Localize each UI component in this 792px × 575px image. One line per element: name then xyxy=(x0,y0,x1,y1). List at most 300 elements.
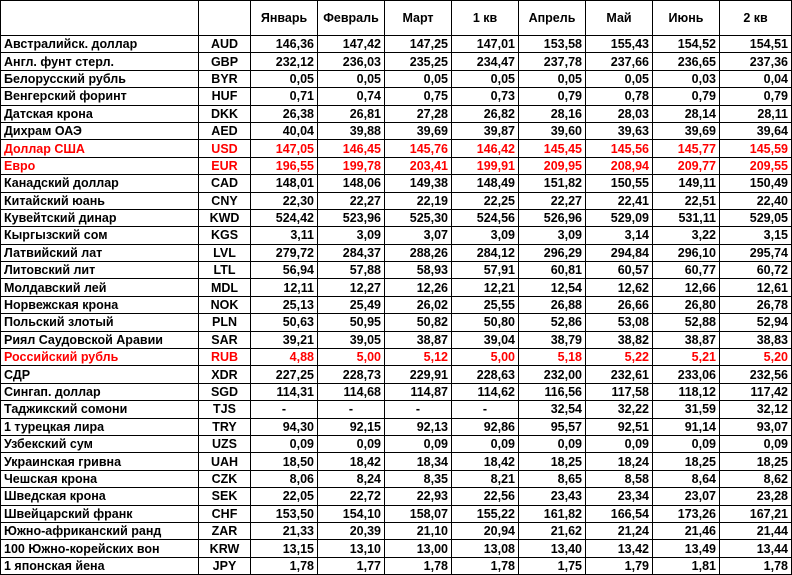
rate-cell: 26,02 xyxy=(385,296,452,313)
rate-cell: 296,29 xyxy=(519,244,586,261)
currency-code: CAD xyxy=(199,175,251,192)
rate-cell: 0,75 xyxy=(385,88,452,105)
rate-cell: 28,14 xyxy=(653,105,720,122)
rate-cell: 28,16 xyxy=(519,105,586,122)
currency-name: Белорусский рубль xyxy=(1,70,199,87)
rate-cell: 39,88 xyxy=(318,122,385,139)
rate-cell: 18,42 xyxy=(452,453,519,470)
rate-cell: 0,05 xyxy=(318,70,385,87)
rate-cell: 294,84 xyxy=(586,244,653,261)
rate-cell: 5,00 xyxy=(318,349,385,366)
rate-cell: 21,24 xyxy=(586,522,653,539)
rate-cell: 208,94 xyxy=(586,157,653,174)
currency-name: Сингап. доллар xyxy=(1,383,199,400)
currency-name: Таджикский сомони xyxy=(1,401,199,418)
rate-cell: 21,44 xyxy=(720,522,792,539)
rate-cell: 5,21 xyxy=(653,349,720,366)
table-row xyxy=(1,418,792,435)
rate-cell: 149,38 xyxy=(385,175,452,192)
rate-cell: 145,77 xyxy=(653,140,720,157)
rate-cell: 232,00 xyxy=(519,366,586,383)
rate-cell: 20,39 xyxy=(318,522,385,539)
table-row xyxy=(1,331,792,348)
rate-cell: 22,27 xyxy=(519,192,586,209)
rate-cell: 236,65 xyxy=(653,53,720,70)
currency-code: USD xyxy=(199,140,251,157)
currency-code: PLN xyxy=(199,314,251,331)
rate-cell: 1,77 xyxy=(318,557,385,574)
currency-name: Кыргызский сом xyxy=(1,227,199,244)
rate-cell: 0,04 xyxy=(720,70,792,87)
currency-name: Венгерский форинт xyxy=(1,88,199,105)
rate-cell: 284,37 xyxy=(318,244,385,261)
rate-cell: 26,78 xyxy=(720,296,792,313)
table-row xyxy=(1,296,792,313)
rate-cell: 32,54 xyxy=(519,401,586,418)
rate-cell: 60,81 xyxy=(519,262,586,279)
rate-cell: 8,06 xyxy=(251,470,318,487)
rate-cell: 173,26 xyxy=(653,505,720,522)
currency-code: JPY xyxy=(199,557,251,574)
currency-name: Доллар США xyxy=(1,140,199,157)
rate-cell: 523,96 xyxy=(318,209,385,226)
rate-cell: 21,33 xyxy=(251,522,318,539)
table-row xyxy=(1,505,792,522)
rate-cell: 39,69 xyxy=(385,122,452,139)
table-row xyxy=(1,453,792,470)
rate-cell: 161,82 xyxy=(519,505,586,522)
rate-cell: 167,21 xyxy=(720,505,792,522)
table-row xyxy=(1,366,792,383)
currency-code: AED xyxy=(199,122,251,139)
rate-cell: 13,40 xyxy=(519,540,586,557)
rate-cell: 12,21 xyxy=(452,279,519,296)
rate-cell: 12,11 xyxy=(251,279,318,296)
rate-cell: 18,42 xyxy=(318,453,385,470)
rate-cell: 38,79 xyxy=(519,331,586,348)
rate-cell: 232,56 xyxy=(720,366,792,383)
currency-code: CHF xyxy=(199,505,251,522)
currency-name: Дихрам ОАЭ xyxy=(1,122,199,139)
rate-cell: 525,30 xyxy=(385,209,452,226)
rate-cell: 209,77 xyxy=(653,157,720,174)
rate-cell: 234,47 xyxy=(452,53,519,70)
rate-cell: 40,04 xyxy=(251,122,318,139)
rate-cell: 39,69 xyxy=(653,122,720,139)
rate-cell: 22,19 xyxy=(385,192,452,209)
currency-code: TRY xyxy=(199,418,251,435)
currency-name: Украинская гривна xyxy=(1,453,199,470)
rate-cell: 26,81 xyxy=(318,105,385,122)
rate-cell: 23,34 xyxy=(586,488,653,505)
rate-cell: 28,11 xyxy=(720,105,792,122)
currency-name: Риял Саудовской Аравии xyxy=(1,331,199,348)
currency-name: Шведская крона xyxy=(1,488,199,505)
table-row xyxy=(1,349,792,366)
table-row xyxy=(1,279,792,296)
rate-cell: 50,63 xyxy=(251,314,318,331)
rate-cell: 4,88 xyxy=(251,349,318,366)
currency-code: UAH xyxy=(199,453,251,470)
rate-cell: 23,07 xyxy=(653,488,720,505)
rate-cell: 0,05 xyxy=(385,70,452,87)
rate-cell: 38,82 xyxy=(586,331,653,348)
table-row xyxy=(1,192,792,209)
rate-cell: 12,61 xyxy=(720,279,792,296)
table-row xyxy=(1,435,792,452)
rate-cell: 18,24 xyxy=(586,453,653,470)
currency-code: TJS xyxy=(199,401,251,418)
table-row xyxy=(1,88,792,105)
rate-cell: 148,49 xyxy=(452,175,519,192)
currency-name: Латвийский лат xyxy=(1,244,199,261)
currency-name: Евро xyxy=(1,157,199,174)
rate-cell: 0,73 xyxy=(452,88,519,105)
currency-name: Литовский лит xyxy=(1,262,199,279)
rate-cell: 3,22 xyxy=(653,227,720,244)
rate-cell: 92,51 xyxy=(586,418,653,435)
rate-cell: 0,05 xyxy=(452,70,519,87)
rate-cell: 154,52 xyxy=(653,36,720,53)
rate-cell: 32,22 xyxy=(586,401,653,418)
rate-cell: 150,55 xyxy=(586,175,653,192)
rate-cell: 148,01 xyxy=(251,175,318,192)
rate-cell: 296,10 xyxy=(653,244,720,261)
table-row xyxy=(1,488,792,505)
currency-name: Китайский юань xyxy=(1,192,199,209)
rate-cell: 39,63 xyxy=(586,122,653,139)
rate-cell: 18,50 xyxy=(251,453,318,470)
rate-cell: 196,55 xyxy=(251,157,318,174)
rate-cell: 0,78 xyxy=(586,88,653,105)
rate-cell: 0,79 xyxy=(720,88,792,105)
table-row xyxy=(1,470,792,487)
currency-code: KRW xyxy=(199,540,251,557)
rate-cell: 3,11 xyxy=(251,227,318,244)
rate-cell: 5,22 xyxy=(586,349,653,366)
rate-cell: 26,80 xyxy=(653,296,720,313)
rate-cell: 0,05 xyxy=(251,70,318,87)
rate-cell: 114,31 xyxy=(251,383,318,400)
rate-cell: 26,66 xyxy=(586,296,653,313)
rate-cell: 199,91 xyxy=(452,157,519,174)
currency-code: AUD xyxy=(199,36,251,53)
rate-cell: 3,09 xyxy=(318,227,385,244)
rate-cell: 22,72 xyxy=(318,488,385,505)
rate-cell: 0,09 xyxy=(318,435,385,452)
currency-name: Норвежская крона xyxy=(1,296,199,313)
rate-cell: 153,58 xyxy=(519,36,586,53)
rate-cell: 147,42 xyxy=(318,36,385,53)
rate-cell: 28,03 xyxy=(586,105,653,122)
rate-cell: 22,51 xyxy=(653,192,720,209)
rate-cell: 116,56 xyxy=(519,383,586,400)
currency-code: LVL xyxy=(199,244,251,261)
rate-cell: 158,07 xyxy=(385,505,452,522)
rate-cell: 18,25 xyxy=(519,453,586,470)
currency-code: HUF xyxy=(199,88,251,105)
rate-cell: 23,43 xyxy=(519,488,586,505)
rate-cell: 22,41 xyxy=(586,192,653,209)
rate-cell: 95,57 xyxy=(519,418,586,435)
rate-cell: 26,38 xyxy=(251,105,318,122)
currency-code: XDR xyxy=(199,366,251,383)
rate-cell: 1,78 xyxy=(251,557,318,574)
rate-cell: 22,05 xyxy=(251,488,318,505)
table-row xyxy=(1,540,792,557)
rate-cell: 22,30 xyxy=(251,192,318,209)
currency-name: 1 японская йена xyxy=(1,557,199,574)
rate-cell: 529,09 xyxy=(586,209,653,226)
rate-cell: 1,75 xyxy=(519,557,586,574)
currency-name: Узбекский сум xyxy=(1,435,199,452)
rate-cell: 526,96 xyxy=(519,209,586,226)
rate-cell: 155,22 xyxy=(452,505,519,522)
rate-cell: 3,15 xyxy=(720,227,792,244)
rate-cell: 114,62 xyxy=(452,383,519,400)
currency-code: KWD xyxy=(199,209,251,226)
rate-cell: 149,11 xyxy=(653,175,720,192)
rate-cell: 0,09 xyxy=(452,435,519,452)
rate-cell: 8,62 xyxy=(720,470,792,487)
table-row xyxy=(1,314,792,331)
rate-cell: 0,09 xyxy=(653,435,720,452)
rate-cell: 227,25 xyxy=(251,366,318,383)
rate-cell: 295,74 xyxy=(720,244,792,261)
table-row xyxy=(1,122,792,139)
rate-cell: 150,49 xyxy=(720,175,792,192)
rate-cell: 39,87 xyxy=(452,122,519,139)
table-row xyxy=(1,175,792,192)
currency-code: SAR xyxy=(199,331,251,348)
rate-cell: 199,78 xyxy=(318,157,385,174)
currency-name: Канадский доллар xyxy=(1,175,199,192)
rate-cell: 5,00 xyxy=(452,349,519,366)
rate-cell: 12,62 xyxy=(586,279,653,296)
currency-name: Южно-африканский ранд xyxy=(1,522,199,539)
rate-cell: 50,80 xyxy=(452,314,519,331)
rate-cell: 8,35 xyxy=(385,470,452,487)
rate-cell: 114,87 xyxy=(385,383,452,400)
currency-name: Англ. фунт стерл. xyxy=(1,53,199,70)
table-row xyxy=(1,70,792,87)
rate-cell: 145,45 xyxy=(519,140,586,157)
rate-cell: - xyxy=(251,401,318,418)
rate-cell: 0,79 xyxy=(653,88,720,105)
rate-cell: 18,34 xyxy=(385,453,452,470)
table-row xyxy=(1,140,792,157)
table-row xyxy=(1,383,792,400)
table-row xyxy=(1,522,792,539)
rate-cell: 92,86 xyxy=(452,418,519,435)
column-header: Июнь xyxy=(653,1,720,36)
rate-cell: 146,45 xyxy=(318,140,385,157)
column-header: 2 кв xyxy=(720,1,792,36)
rate-cell: 92,15 xyxy=(318,418,385,435)
table-body xyxy=(1,36,792,575)
currency-code: BYR xyxy=(199,70,251,87)
rate-cell: 5,18 xyxy=(519,349,586,366)
table-row xyxy=(1,36,792,53)
rate-cell: 0,74 xyxy=(318,88,385,105)
rate-cell: 203,41 xyxy=(385,157,452,174)
rate-cell: 8,21 xyxy=(452,470,519,487)
rate-cell: 13,15 xyxy=(251,540,318,557)
currency-code: UZS xyxy=(199,435,251,452)
currency-code: ZAR xyxy=(199,522,251,539)
currency-code: RUB xyxy=(199,349,251,366)
rate-cell: 229,91 xyxy=(385,366,452,383)
rate-cell: 60,72 xyxy=(720,262,792,279)
rate-cell: 22,56 xyxy=(452,488,519,505)
rate-cell: 232,12 xyxy=(251,53,318,70)
rate-cell: 0,79 xyxy=(519,88,586,105)
rate-cell: 228,73 xyxy=(318,366,385,383)
rate-cell: 147,05 xyxy=(251,140,318,157)
currency-code: CZK xyxy=(199,470,251,487)
rate-cell: 26,88 xyxy=(519,296,586,313)
rate-cell: 147,25 xyxy=(385,36,452,53)
currency-code: SEK xyxy=(199,488,251,505)
currency-name: Кувейтский динар xyxy=(1,209,199,226)
rate-cell: 13,10 xyxy=(318,540,385,557)
rate-cell: 39,21 xyxy=(251,331,318,348)
column-header xyxy=(1,1,199,36)
column-header: Февраль xyxy=(318,1,385,36)
rate-cell: 5,12 xyxy=(385,349,452,366)
table-row xyxy=(1,157,792,174)
rate-cell: 118,12 xyxy=(653,383,720,400)
rate-cell: 1,78 xyxy=(385,557,452,574)
table-row xyxy=(1,401,792,418)
rate-cell: 25,13 xyxy=(251,296,318,313)
table-row xyxy=(1,209,792,226)
rate-cell: 237,66 xyxy=(586,53,653,70)
rate-cell: 3,09 xyxy=(452,227,519,244)
rate-cell: 237,78 xyxy=(519,53,586,70)
rate-cell: 23,28 xyxy=(720,488,792,505)
rate-cell: 145,76 xyxy=(385,140,452,157)
rate-cell: 21,46 xyxy=(653,522,720,539)
table-row xyxy=(1,105,792,122)
rate-cell: 13,49 xyxy=(653,540,720,557)
rate-cell: 39,64 xyxy=(720,122,792,139)
rate-cell: 8,24 xyxy=(318,470,385,487)
rate-cell: 50,95 xyxy=(318,314,385,331)
rate-cell: 22,25 xyxy=(452,192,519,209)
rate-cell: 22,93 xyxy=(385,488,452,505)
rate-cell: 60,57 xyxy=(586,262,653,279)
rate-cell: 91,14 xyxy=(653,418,720,435)
rate-cell: 153,50 xyxy=(251,505,318,522)
rate-cell: 57,88 xyxy=(318,262,385,279)
rate-cell: 236,03 xyxy=(318,53,385,70)
rate-cell: 117,42 xyxy=(720,383,792,400)
currency-name: Австралийск. доллар xyxy=(1,36,199,53)
rate-cell: 22,40 xyxy=(720,192,792,209)
rate-cell: 8,65 xyxy=(519,470,586,487)
rate-cell: - xyxy=(452,401,519,418)
rate-cell: 529,05 xyxy=(720,209,792,226)
rate-cell: 21,10 xyxy=(385,522,452,539)
rate-cell: 148,06 xyxy=(318,175,385,192)
rate-cell: 52,94 xyxy=(720,314,792,331)
currency-code: LTL xyxy=(199,262,251,279)
rate-cell: 53,08 xyxy=(586,314,653,331)
rate-cell: 25,49 xyxy=(318,296,385,313)
rate-cell: 12,66 xyxy=(653,279,720,296)
rate-cell: 3,14 xyxy=(586,227,653,244)
rate-cell: 233,06 xyxy=(653,366,720,383)
rate-cell: 1,81 xyxy=(653,557,720,574)
rate-cell: 0,71 xyxy=(251,88,318,105)
currency-code: EUR xyxy=(199,157,251,174)
rate-cell: 279,72 xyxy=(251,244,318,261)
rate-cell: 145,59 xyxy=(720,140,792,157)
table-row xyxy=(1,262,792,279)
rate-cell: 524,56 xyxy=(452,209,519,226)
rate-cell: 56,94 xyxy=(251,262,318,279)
currency-name: Швейцарский франк xyxy=(1,505,199,522)
currency-code: CNY xyxy=(199,192,251,209)
rate-cell: 20,94 xyxy=(452,522,519,539)
rate-cell: 3,09 xyxy=(519,227,586,244)
currency-name: 100 Южно-корейских вон xyxy=(1,540,199,557)
rate-cell: 5,20 xyxy=(720,349,792,366)
rate-cell: - xyxy=(318,401,385,418)
rate-cell: 524,42 xyxy=(251,209,318,226)
rate-cell: 232,61 xyxy=(586,366,653,383)
rate-cell: 12,26 xyxy=(385,279,452,296)
rate-cell: 94,30 xyxy=(251,418,318,435)
rate-cell: 0,03 xyxy=(653,70,720,87)
currency-code: NOK xyxy=(199,296,251,313)
currency-code: SGD xyxy=(199,383,251,400)
column-header: 1 кв xyxy=(452,1,519,36)
currency-code: GBP xyxy=(199,53,251,70)
rate-cell: 146,36 xyxy=(251,36,318,53)
rate-cell: 39,04 xyxy=(452,331,519,348)
rate-cell: 1,79 xyxy=(586,557,653,574)
rate-cell: 209,55 xyxy=(720,157,792,174)
rate-cell: 52,86 xyxy=(519,314,586,331)
rate-cell: 117,58 xyxy=(586,383,653,400)
column-header: Апрель xyxy=(519,1,586,36)
rate-cell: 18,25 xyxy=(653,453,720,470)
rate-cell: - xyxy=(385,401,452,418)
rate-cell: 50,82 xyxy=(385,314,452,331)
table-row xyxy=(1,53,792,70)
rate-cell: 0,09 xyxy=(251,435,318,452)
rate-cell: 155,43 xyxy=(586,36,653,53)
currency-code: MDL xyxy=(199,279,251,296)
rate-cell: 235,25 xyxy=(385,53,452,70)
rate-cell: 154,51 xyxy=(720,36,792,53)
rate-cell: 151,82 xyxy=(519,175,586,192)
currency-name: СДР xyxy=(1,366,199,383)
rate-cell: 147,01 xyxy=(452,36,519,53)
rate-cell: 284,12 xyxy=(452,244,519,261)
table-row xyxy=(1,244,792,261)
currency-name: Чешская крона xyxy=(1,470,199,487)
rate-cell: 13,08 xyxy=(452,540,519,557)
rate-cell: 0,09 xyxy=(720,435,792,452)
currency-code: DKK xyxy=(199,105,251,122)
rate-cell: 39,60 xyxy=(519,122,586,139)
column-header: Март xyxy=(385,1,452,36)
column-header: Январь xyxy=(251,1,318,36)
rate-cell: 8,58 xyxy=(586,470,653,487)
